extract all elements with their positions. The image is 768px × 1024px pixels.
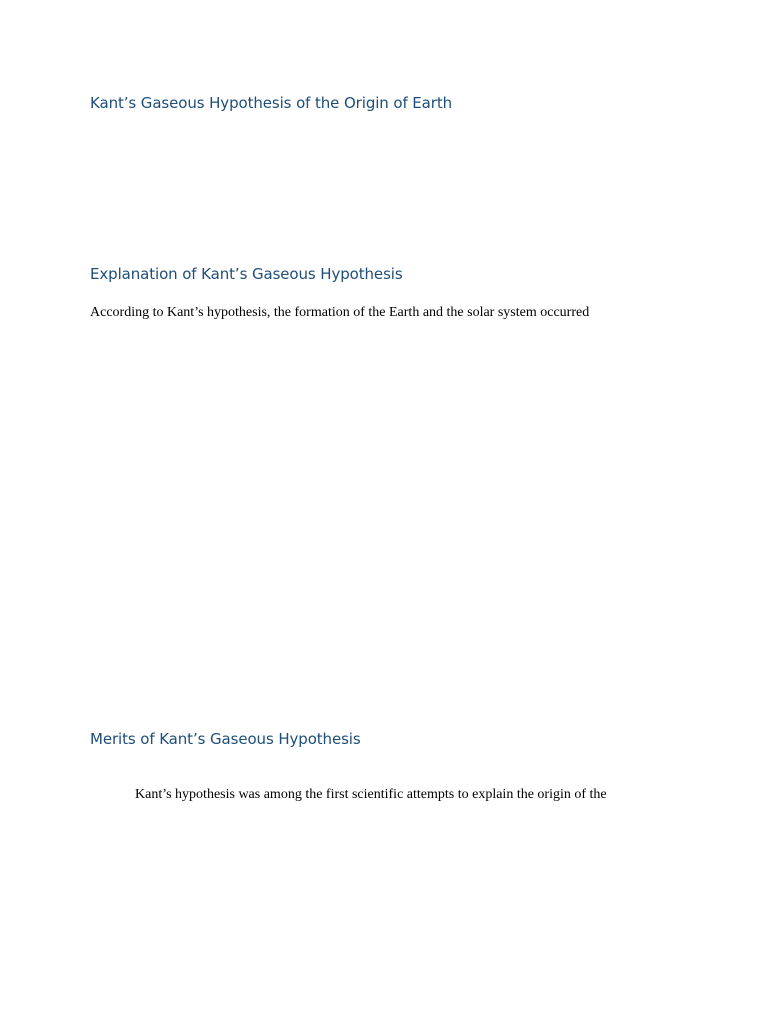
- section-paragraph-explanation: According to Kant’s hypothesis, the formation of the Earth and the solar system occurred: [90, 305, 590, 320]
- document-title: Kant’s Gaseous Hypothesis of the Origin of Earth: [90, 94, 453, 112]
- section-heading-explanation: Explanation of Kant’s Gaseous Hypothesis: [90, 265, 403, 283]
- section-heading-merits: Merits of Kant’s Gaseous Hypothesis: [90, 730, 361, 748]
- section-paragraph-merits: Kant’s hypothesis was among the first scientific attempts to explain the origin of the: [135, 787, 607, 802]
